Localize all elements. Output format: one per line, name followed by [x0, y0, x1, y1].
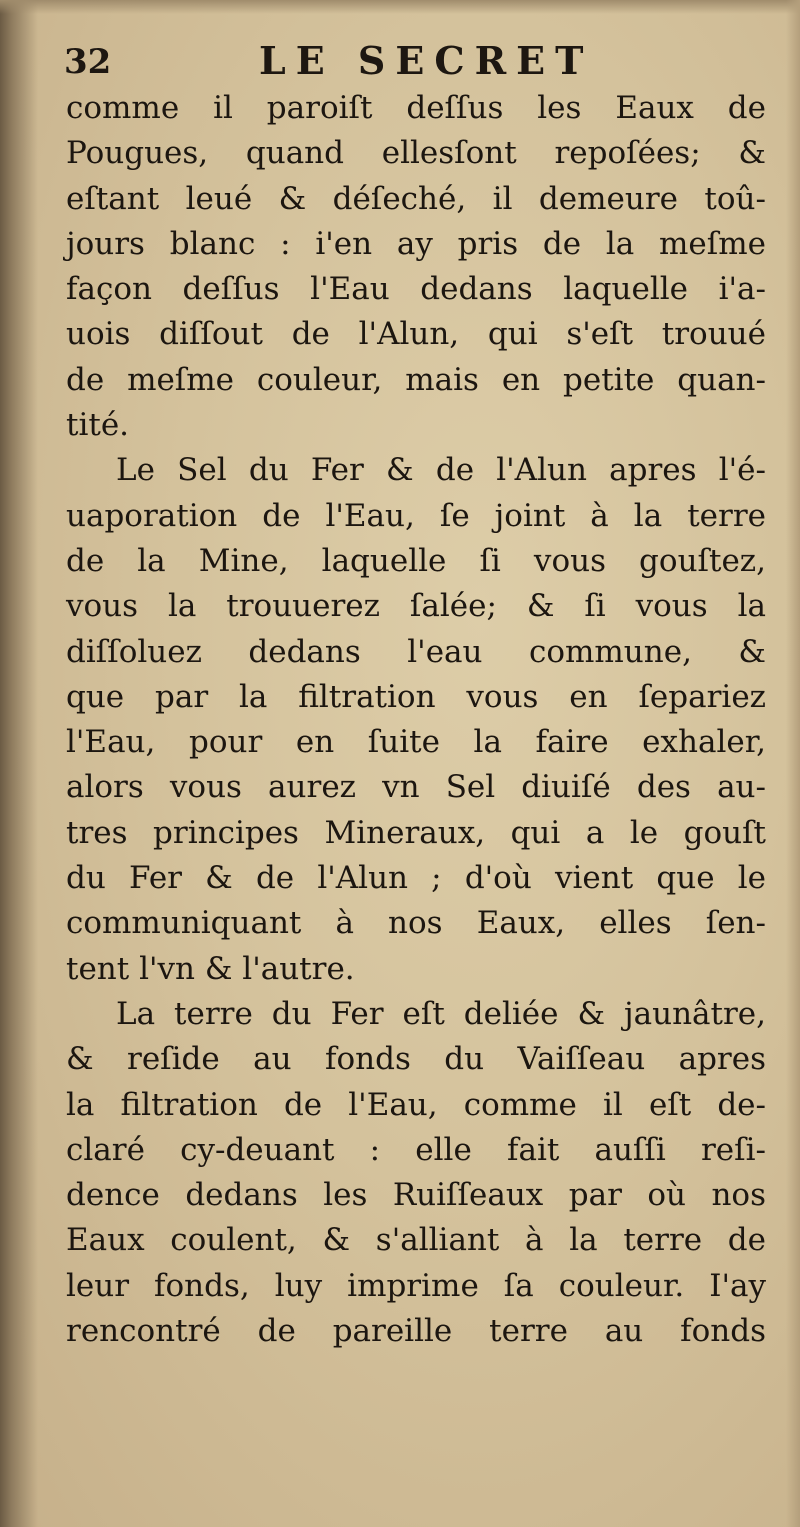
text-line: eſtant leué & déſeché, il demeure toû- — [66, 180, 766, 217]
text-line: communiquant à nos Eaux, elles ſen- — [66, 905, 766, 942]
text-line: du Fer & de l'Alun ; d'où vient que le — [66, 860, 766, 897]
gutter-shadow — [0, 0, 38, 1527]
text-line: tent l'vn & l'autre. — [66, 950, 355, 987]
right-edge-shading — [786, 0, 800, 1527]
text-line: l'Eau, pour en ſuite la faire exhaler, — [66, 724, 766, 761]
text-line: la filtration de l'Eau, comme il eſt de- — [66, 1086, 766, 1123]
text-line: jours blanc : i'en ay pris de la meſme — [66, 225, 766, 262]
text-line: uaporation de l'Eau, ſe joint à la terre — [66, 497, 766, 534]
text-line: uois diſſout de l'Alun, qui s'eſt trouué — [66, 316, 766, 353]
text-line: comme il paroiſt deſſus les Eaux de — [66, 90, 766, 126]
text-line: Eaux coulent, & s'alliant à la terre de — [66, 1222, 766, 1259]
page-number: 32 — [64, 42, 112, 82]
text-line: leur fonds, luy imprime ſa couleur. I'ay — [66, 1267, 766, 1304]
text-line: rencontré de pareille terre au fonds — [66, 1313, 766, 1350]
running-head: LE SECRET — [259, 38, 594, 83]
text-line: vous la trouuerez ſalée; & ſi vous la — [66, 588, 766, 625]
text-line: que par la filtration vous en ſepariez — [66, 678, 766, 715]
text-line: façon deſſus l'Eau dedans laquelle i'a- — [66, 271, 766, 308]
text-line: alors vous aurez vn Sel diuiſé des au- — [66, 769, 766, 806]
text-line: & reſide au fonds du Vaiſſeau apres — [66, 1041, 766, 1078]
text-line: tres principes Mineraux, qui a le gouſt — [66, 814, 766, 851]
text-line: diſſoluez dedans l'eau commune, & — [66, 633, 766, 670]
text-line: dence dedans les Ruiſſeaux par où nos — [66, 1177, 766, 1214]
text-line: tité. — [66, 407, 130, 444]
text-line: de la Mine, laquelle ſi vous gouſtez, — [66, 542, 766, 579]
paragraph-start-line: Le Sel du Fer & de l'Alun apres l'é- — [116, 452, 766, 489]
text-line: claré cy-deuant : elle fait auſſi reſi- — [66, 1131, 766, 1168]
text-line: Pougues, quand ellesſont repoſées; & — [66, 135, 766, 172]
paragraph-start-line: La terre du Fer eſt deliée & jaunâtre, — [116, 995, 766, 1032]
body-text — [66, 86, 766, 1354]
page-header — [64, 38, 764, 88]
text-line: de meſme couleur, mais en petite quan- — [66, 361, 766, 398]
top-edge-shading — [0, 0, 800, 14]
